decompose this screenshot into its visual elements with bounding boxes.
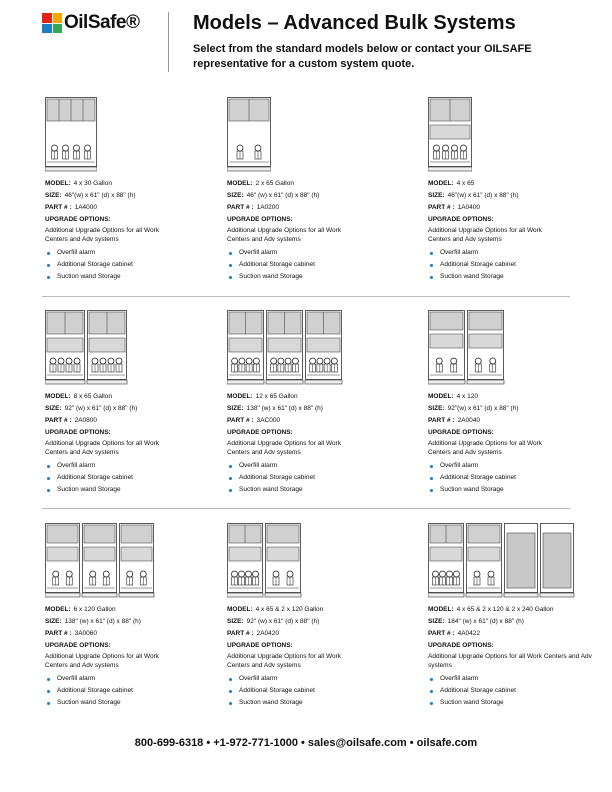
size-spec <box>45 403 230 415</box>
bullet-icon <box>229 264 232 267</box>
spec-label: MODEL: <box>227 605 253 613</box>
spec-label: SIZE: <box>45 617 62 625</box>
upgrade-option-label: Additional Storage cabinet <box>239 687 315 695</box>
spec-label: SIZE: <box>227 404 244 412</box>
upgrade-option-label: Additional Storage cabinet <box>440 261 516 269</box>
bullet-icon <box>47 702 50 705</box>
spec-label: PART # : <box>45 629 72 637</box>
upgrade-options-heading: UPGRADE OPTIONS: <box>428 641 494 649</box>
product-card <box>45 310 230 497</box>
upgrade-note: Additional Upgrade Options for all Work Centers and Adv systems <box>428 227 543 243</box>
spec-value: 92" (w) x 61" (d) x 88" (h) <box>246 617 320 625</box>
spec-label: MODEL: <box>45 605 71 613</box>
spec-value: 8 x 65 Gallon <box>73 392 112 400</box>
size-spec <box>227 403 412 415</box>
upgrade-option-label: Overfill alarm <box>57 462 96 470</box>
spec-label: SIZE: <box>45 191 62 199</box>
upgrade-option-item <box>45 674 230 686</box>
part-number-spec <box>45 202 230 214</box>
spec-label: PART # : <box>45 416 72 424</box>
bullet-icon <box>430 264 433 267</box>
upgrade-options-list <box>227 461 412 497</box>
bullet-icon <box>229 276 232 279</box>
upgrade-option-item <box>428 272 612 284</box>
upgrade-options-list <box>45 674 230 710</box>
spec-label: MODEL: <box>428 392 454 400</box>
size-spec <box>428 403 612 415</box>
spec-value: 92"(w) x 61" (d) x 88" (h) <box>447 404 519 412</box>
upgrade-options-heading: UPGRADE OPTIONS: <box>45 641 111 649</box>
spec-label: SIZE: <box>428 191 445 199</box>
upgrade-option-label: Overfill alarm <box>440 462 479 470</box>
upgrade-option-label: Additional Storage cabinet <box>440 687 516 695</box>
spec-label: SIZE: <box>227 191 244 199</box>
size-spec <box>45 616 230 628</box>
registered-mark: ® <box>125 12 140 33</box>
spec-label: MODEL: <box>45 392 71 400</box>
upgrade-option-label: Suction wand Storage <box>239 699 303 707</box>
bullet-icon <box>430 702 433 705</box>
upgrade-option-item <box>45 698 230 710</box>
part-number-spec <box>227 628 412 640</box>
spec-label: PART # : <box>428 203 455 211</box>
model-spec <box>45 604 230 616</box>
spec-label: MODEL: <box>227 179 253 187</box>
spec-label: PART # : <box>227 629 254 637</box>
bullet-icon <box>430 477 433 480</box>
upgrade-options-heading: UPGRADE OPTIONS: <box>428 215 494 223</box>
upgrade-note: Additional Upgrade Options for all Work Centers and Adv systems <box>45 653 160 669</box>
upgrade-option-item <box>45 485 230 497</box>
spec-value: 2 x 65 Gallon <box>255 179 294 187</box>
model-spec <box>428 604 612 616</box>
spec-label: PART # : <box>227 416 254 424</box>
upgrade-option-label: Overfill alarm <box>57 675 96 683</box>
product-illustration <box>428 310 506 385</box>
spec-label: SIZE: <box>45 404 62 412</box>
upgrade-option-item <box>428 686 612 698</box>
bullet-icon <box>229 489 232 492</box>
upgrade-option-item <box>227 272 412 284</box>
bullet-icon <box>47 678 50 681</box>
product-illustration <box>45 310 129 385</box>
upgrade-note: Additional Upgrade Options for all Work Centers and Adv systems <box>428 440 543 456</box>
size-spec <box>227 190 412 202</box>
spec-label: SIZE: <box>428 617 445 625</box>
upgrade-option-item <box>45 272 230 284</box>
spec-value: 4 x 120 <box>456 392 478 400</box>
upgrade-option-label: Suction wand Storage <box>57 699 121 707</box>
upgrade-option-item <box>227 473 412 485</box>
upgrade-note: Additional Upgrade Options for all Work Centers and Adv systems <box>227 653 342 669</box>
model-spec <box>227 604 412 616</box>
upgrade-option-label: Additional Storage cabinet <box>57 474 133 482</box>
product-illustration <box>428 97 472 172</box>
upgrade-note: Additional Upgrade Options for all Work Centers and Adv systems <box>428 653 592 669</box>
bullet-icon <box>47 252 50 255</box>
size-spec <box>227 616 412 628</box>
bullet-icon <box>430 276 433 279</box>
bullet-icon <box>47 477 50 480</box>
upgrade-option-item <box>428 698 612 710</box>
part-number-spec <box>428 628 612 640</box>
size-spec <box>428 190 612 202</box>
product-card <box>428 523 612 710</box>
spec-value: 2A0040 <box>457 416 481 424</box>
upgrade-option-label: Overfill alarm <box>57 249 96 257</box>
part-number-spec <box>428 202 612 214</box>
part-number-spec <box>45 415 230 427</box>
upgrade-option-label: Additional Storage cabinet <box>440 474 516 482</box>
spec-value: 4 x 65 & 2 x 120 Gallon <box>255 605 324 613</box>
product-illustration <box>428 523 580 598</box>
bullet-icon <box>229 690 232 693</box>
bullet-icon <box>430 489 433 492</box>
product-card <box>428 310 612 497</box>
spec-value: 4A0422 <box>457 629 481 637</box>
bullet-icon <box>47 264 50 267</box>
spec-value: 12 x 65 Gallon <box>255 392 298 400</box>
bullet-icon <box>229 678 232 681</box>
header-divider <box>168 12 169 72</box>
spec-value: 3AC000 <box>256 416 281 424</box>
upgrade-option-item <box>227 260 412 272</box>
product-illustration <box>45 523 159 598</box>
part-number-spec <box>428 415 612 427</box>
logo-mark-icon <box>42 13 62 33</box>
upgrade-option-item <box>45 248 230 260</box>
spec-value: 1A0200 <box>256 203 280 211</box>
upgrade-options-heading: UPGRADE OPTIONS: <box>45 215 111 223</box>
spec-label: PART # : <box>428 629 455 637</box>
upgrade-option-label: Suction wand Storage <box>440 699 504 707</box>
bullet-icon <box>430 678 433 681</box>
upgrade-option-item <box>45 686 230 698</box>
bullet-icon <box>47 489 50 492</box>
spec-value: 2A0800 <box>74 416 98 424</box>
model-spec <box>428 178 612 190</box>
upgrade-option-label: Overfill alarm <box>239 249 278 257</box>
spec-value: 1A0400 <box>457 203 481 211</box>
oilsafe-logo <box>42 12 139 34</box>
upgrade-options-list <box>227 248 412 284</box>
spec-label: MODEL: <box>428 179 454 187</box>
upgrade-option-item <box>428 260 612 272</box>
row-divider <box>42 296 570 297</box>
upgrade-options-list <box>45 248 230 284</box>
upgrade-options-list <box>428 248 612 284</box>
upgrade-option-item <box>428 485 612 497</box>
upgrade-option-item <box>45 473 230 485</box>
page-title: Models – Advanced Bulk Systems <box>193 12 516 34</box>
bullet-icon <box>430 252 433 255</box>
upgrade-option-item <box>45 461 230 473</box>
upgrade-option-label: Overfill alarm <box>239 675 278 683</box>
bullet-icon <box>430 690 433 693</box>
row-divider <box>42 508 570 509</box>
spec-value: 46"(w) x 61" (d) x 88" (h) <box>447 191 519 199</box>
product-illustration <box>45 97 97 172</box>
upgrade-note: Additional Upgrade Options for all Work Centers and Adv systems <box>227 440 342 456</box>
upgrade-options-heading: UPGRADE OPTIONS: <box>227 641 293 649</box>
upgrade-option-label: Additional Storage cabinet <box>239 474 315 482</box>
upgrade-option-item <box>227 485 412 497</box>
upgrade-option-item <box>227 461 412 473</box>
part-number-spec <box>45 628 230 640</box>
logo-wordmark: OilSafe <box>64 12 126 33</box>
model-spec <box>227 178 412 190</box>
spec-value: 4 x 65 & 2 x 120 & 2 x 240 Gallon <box>456 605 554 613</box>
upgrade-options-list <box>227 674 412 710</box>
spec-label: MODEL: <box>227 392 253 400</box>
upgrade-option-label: Overfill alarm <box>239 462 278 470</box>
product-card <box>45 523 230 710</box>
model-spec <box>428 391 612 403</box>
upgrade-option-item <box>428 473 612 485</box>
upgrade-options-list <box>45 461 230 497</box>
upgrade-option-item <box>227 686 412 698</box>
upgrade-option-label: Additional Storage cabinet <box>57 261 133 269</box>
product-card <box>227 310 412 497</box>
upgrade-option-label: Suction wand Storage <box>57 486 121 494</box>
spec-value: 3A0060 <box>74 629 98 637</box>
upgrade-option-label: Suction wand Storage <box>239 486 303 494</box>
upgrade-option-item <box>428 248 612 260</box>
bullet-icon <box>229 252 232 255</box>
upgrade-option-item <box>428 461 612 473</box>
product-illustration <box>227 310 347 385</box>
spec-value: 1A4000 <box>74 203 98 211</box>
upgrade-option-item <box>45 260 230 272</box>
bullet-icon <box>430 465 433 468</box>
spec-value: 46"(w) x 61" (d) x 88" (h) <box>64 191 136 199</box>
upgrade-option-label: Suction wand Storage <box>239 273 303 281</box>
bullet-icon <box>47 690 50 693</box>
part-number-spec <box>227 202 412 214</box>
bullet-icon <box>229 465 232 468</box>
upgrade-note: Additional Upgrade Options for all Work Centers and Adv systems <box>45 227 160 243</box>
size-spec <box>45 190 230 202</box>
upgrade-options-heading: UPGRADE OPTIONS: <box>227 428 293 436</box>
upgrade-option-item <box>227 674 412 686</box>
upgrade-option-item <box>227 248 412 260</box>
product-card <box>227 97 412 284</box>
upgrade-option-label: Suction wand Storage <box>440 273 504 281</box>
product-card <box>428 97 612 284</box>
spec-value: 6 x 120 Gallon <box>73 605 116 613</box>
spec-value: 2A0420 <box>256 629 280 637</box>
model-spec <box>227 391 412 403</box>
product-illustration <box>227 97 271 172</box>
upgrade-option-item <box>428 674 612 686</box>
upgrade-option-label: Additional Storage cabinet <box>57 687 133 695</box>
spec-value: 46" (w) x 61" (d) x 88" (h) <box>246 191 320 199</box>
upgrade-note: Additional Upgrade Options for all Work Centers and Adv systems <box>227 227 342 243</box>
footer-contact: 800-699-6318 • +1-972-771-1000 • sales@oilsafe.com • oilsafe.com <box>134 737 478 749</box>
bullet-icon <box>47 465 50 468</box>
upgrade-option-label: Suction wand Storage <box>57 273 121 281</box>
bullet-icon <box>229 477 232 480</box>
spec-label: SIZE: <box>428 404 445 412</box>
spec-value: 184" (w) x 61" (d) x 88" (h) <box>447 617 524 625</box>
spec-value: 4 x 30 Gallon <box>73 179 112 187</box>
bullet-icon <box>229 702 232 705</box>
model-spec <box>45 391 230 403</box>
page-subtitle: Select from the standard models below or contact your OILSAFE representative for a custom system quote. <box>193 43 532 70</box>
upgrade-option-label: Overfill alarm <box>440 675 479 683</box>
upgrade-option-item <box>227 698 412 710</box>
spec-value: 4 x 65 <box>456 179 475 187</box>
spec-value: 138" (w) x 61" (d) x 88" (h) <box>64 617 141 625</box>
size-spec <box>428 616 612 628</box>
upgrade-options-list <box>428 674 612 710</box>
upgrade-option-label: Suction wand Storage <box>440 486 504 494</box>
product-card <box>45 97 230 284</box>
upgrade-options-heading: UPGRADE OPTIONS: <box>45 428 111 436</box>
spec-value: 138" (w) x 61" (d) x 88" (h) <box>246 404 323 412</box>
product-card <box>227 523 412 710</box>
spec-label: PART # : <box>45 203 72 211</box>
spec-label: SIZE: <box>227 617 244 625</box>
spec-label: PART # : <box>428 416 455 424</box>
upgrade-option-label: Additional Storage cabinet <box>239 261 315 269</box>
spec-label: MODEL: <box>45 179 71 187</box>
upgrade-options-list <box>428 461 612 497</box>
upgrade-options-heading: UPGRADE OPTIONS: <box>428 428 494 436</box>
upgrade-option-label: Overfill alarm <box>440 249 479 257</box>
spec-label: PART # : <box>227 203 254 211</box>
upgrade-note: Additional Upgrade Options for all Work Centers and Adv systems <box>45 440 160 456</box>
bullet-icon <box>47 276 50 279</box>
upgrade-options-heading: UPGRADE OPTIONS: <box>227 215 293 223</box>
spec-value: 92" (w) x 61" (d) x 88" (h) <box>64 404 138 412</box>
model-spec <box>45 178 230 190</box>
spec-label: MODEL: <box>428 605 454 613</box>
product-illustration <box>227 523 303 598</box>
part-number-spec <box>227 415 412 427</box>
